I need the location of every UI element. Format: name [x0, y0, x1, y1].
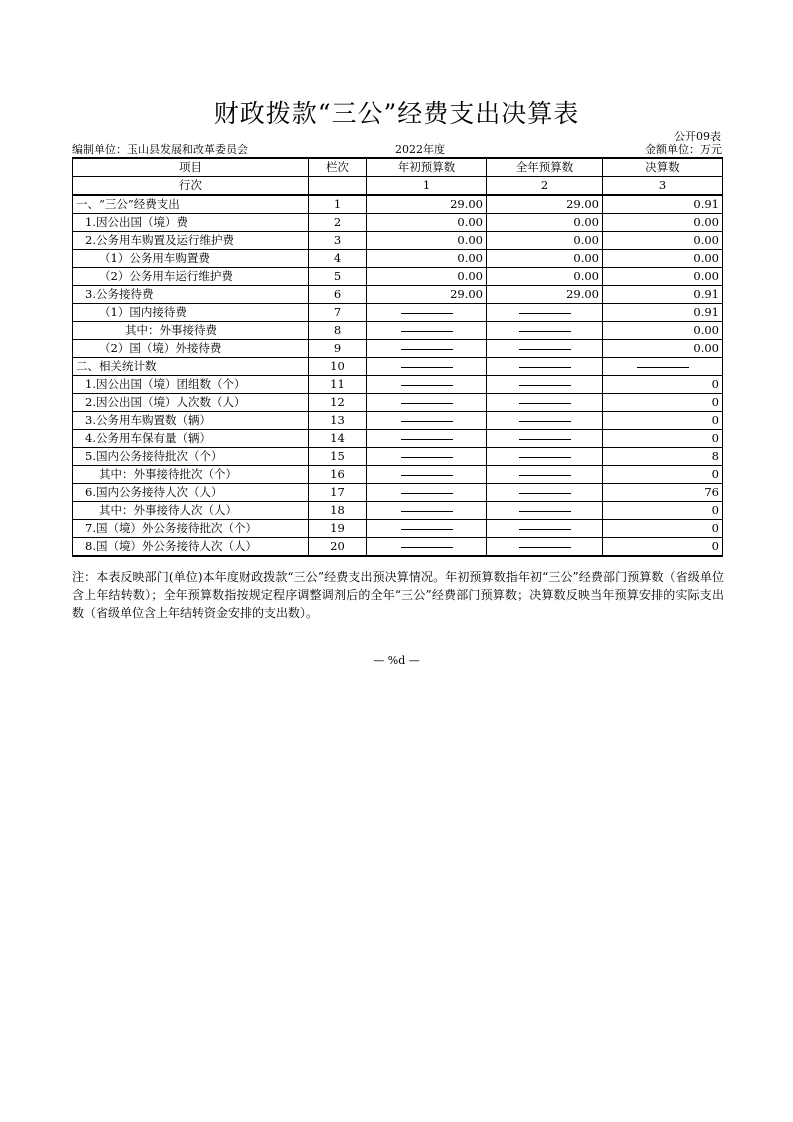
dash-line [401, 367, 453, 368]
row-budget-full-na [487, 340, 603, 358]
expense-table [72, 157, 723, 557]
row-budget-full-na [487, 502, 603, 520]
row-budget-start-na [367, 430, 487, 448]
dash-line [519, 421, 571, 422]
row-final: 0.00 [603, 322, 723, 340]
row-item: 4.公务用车保有量（辆） [73, 430, 309, 448]
row-item: 二、相关统计数 [73, 358, 309, 376]
row-item: 1.因公出国（境）费 [73, 214, 309, 232]
row-budget-full: 0.00 [487, 268, 603, 286]
dash-line [401, 493, 453, 494]
header-row [73, 158, 723, 177]
row-lane: 20 [309, 538, 367, 557]
table-row [73, 502, 723, 520]
dash-line [519, 385, 571, 386]
row-item: 6.国内公务接待人次（人） [73, 484, 309, 502]
row-lane: 6 [309, 286, 367, 304]
row-budget-full-na [487, 466, 603, 484]
row-lane: 4 [309, 250, 367, 268]
row-lane: 5 [309, 268, 367, 286]
row-budget-start: 0.00 [367, 232, 487, 250]
row-final: 0.00 [603, 340, 723, 358]
dash-line [401, 385, 453, 386]
row-budget-start-na [367, 538, 487, 557]
row-budget-full-na [487, 358, 603, 376]
table-row [73, 538, 723, 557]
row-final: 0 [603, 466, 723, 484]
row-lane: 1 [309, 195, 367, 214]
header-budget-start: 年初预算数 [367, 158, 487, 177]
row-item: 2.因公出国（境）人次数（人） [73, 394, 309, 412]
dash-line [519, 475, 571, 476]
dash-line [401, 403, 453, 404]
row-item: 其中：外事接待费 [73, 322, 309, 340]
row-final: 0 [603, 520, 723, 538]
row-item: 5.国内公务接待批次（个） [73, 448, 309, 466]
dash-line [401, 457, 453, 458]
row-budget-start-na [367, 448, 487, 466]
dash-line [519, 331, 571, 332]
page-number: — %d — [373, 654, 420, 667]
row-lane: 9 [309, 340, 367, 358]
row-final: 0 [603, 538, 723, 557]
row-item: （1）公务用车购置费 [73, 250, 309, 268]
row-budget-start-na [367, 304, 487, 322]
dash-line [401, 313, 453, 314]
table-row [73, 484, 723, 502]
header-final: 决算数 [603, 158, 723, 177]
row-budget-full: 29.00 [487, 195, 603, 214]
row-lane: 13 [309, 412, 367, 430]
row-budget-full: 0.00 [487, 214, 603, 232]
row-final: 0.00 [603, 214, 723, 232]
row-budget-full: 0.00 [487, 250, 603, 268]
row-final: 0.91 [603, 304, 723, 322]
dash-line [637, 367, 689, 368]
row-item: （2）公务用车运行维护费 [73, 268, 309, 286]
row-item: 2.公务用车购置及运行维护费 [73, 232, 309, 250]
row-item: （1）国内接待费 [73, 304, 309, 322]
row-final: 76 [603, 484, 723, 502]
row-budget-start-na [367, 340, 487, 358]
row-budget-start-na [367, 376, 487, 394]
row-final: 8 [603, 448, 723, 466]
row-budget-start-na [367, 394, 487, 412]
row-budget-start-na [367, 322, 487, 340]
row-budget-full-na [487, 304, 603, 322]
row-budget-full-na [487, 322, 603, 340]
row-budget-start: 0.00 [367, 250, 487, 268]
row-lane: 17 [309, 484, 367, 502]
dash-line [401, 475, 453, 476]
table-row [73, 286, 723, 304]
row-lane: 19 [309, 520, 367, 538]
row-final: 0 [603, 502, 723, 520]
row-final: 0.00 [603, 250, 723, 268]
row-lane: 16 [309, 466, 367, 484]
table-row [73, 430, 723, 448]
row-budget-full-na [487, 448, 603, 466]
row-final: 0 [603, 430, 723, 448]
dash-line [519, 547, 571, 548]
row-budget-full-na [487, 412, 603, 430]
row-item: 7.国（境）外公务接待批次（个） [73, 520, 309, 538]
row-lane: 7 [309, 304, 367, 322]
row-lane: 2 [309, 214, 367, 232]
header-lane: 栏次 [309, 158, 367, 177]
row-index-row [73, 177, 723, 196]
row-lane: 10 [309, 358, 367, 376]
row-item: 8.国（境）外公务接待人次（人） [73, 538, 309, 557]
row-budget-start-na [367, 358, 487, 376]
row-budget-full-na [487, 376, 603, 394]
table-row [73, 214, 723, 232]
row-item: 一、“三公”经费支出 [73, 195, 309, 214]
row-item: （2）国（境）外接待费 [73, 340, 309, 358]
header-budget-full: 全年预算数 [487, 158, 603, 177]
row-lane: 14 [309, 430, 367, 448]
table-row [73, 376, 723, 394]
row-lane: 15 [309, 448, 367, 466]
row-lane: 12 [309, 394, 367, 412]
dash-line [519, 457, 571, 458]
row-final: 0 [603, 376, 723, 394]
row-index-empty [309, 177, 367, 196]
meta-line [72, 143, 722, 157]
table-row [73, 412, 723, 430]
row-budget-start-na [367, 466, 487, 484]
row-budget-start-na [367, 412, 487, 430]
row-lane: 3 [309, 232, 367, 250]
dash-line [401, 349, 453, 350]
row-final: 0.91 [603, 195, 723, 214]
row-item: 3.公务用车购置数（辆） [73, 412, 309, 430]
table-row [73, 232, 723, 250]
dash-line [401, 421, 453, 422]
dash-line [519, 529, 571, 530]
row-budget-full: 29.00 [487, 286, 603, 304]
table-row [73, 304, 723, 322]
row-item: 1.因公出国（境）团组数（个） [73, 376, 309, 394]
table-row [73, 520, 723, 538]
fiscal-year: 2022年度 [395, 143, 445, 156]
row-index-label: 行次 [73, 177, 309, 196]
dash-line [519, 511, 571, 512]
table-row [73, 268, 723, 286]
dash-line [519, 367, 571, 368]
table-row [73, 448, 723, 466]
row-item: 其中：外事接待人次（人） [73, 502, 309, 520]
table-row [73, 340, 723, 358]
row-budget-full-na [487, 520, 603, 538]
footnote: 注：本表反映部门(单位)本年度财政拨款“三公”经费支出预决算情况。年初预算数指年初“三公”经费部门预算数（省级单位含上年结转数）；全年预算数指按规定程序调整调剂后的全年“三公”经费部门预算数；决算数反映当年预算安排的实际支出数（省级单位含上年结转资金安排的支出数）。 [72, 570, 724, 620]
header-item: 项目 [73, 158, 309, 177]
row-budget-full-na [487, 394, 603, 412]
row-lane: 8 [309, 322, 367, 340]
row-budget-full-na [487, 484, 603, 502]
row-budget-start: 0.00 [367, 214, 487, 232]
row-budget-start: 29.00 [367, 286, 487, 304]
table-row [73, 466, 723, 484]
row-budget-start: 0.00 [367, 268, 487, 286]
row-lane: 11 [309, 376, 367, 394]
dash-line [401, 529, 453, 530]
row-final: 0.00 [603, 268, 723, 286]
dash-line [401, 511, 453, 512]
row-budget-full: 0.00 [487, 232, 603, 250]
row-final: 0.91 [603, 286, 723, 304]
row-final: 0 [603, 394, 723, 412]
row-budget-full-na [487, 538, 603, 557]
dash-line [401, 439, 453, 440]
row-final: 0.00 [603, 232, 723, 250]
amount-unit: 金额单位：万元 [645, 143, 722, 156]
row-lane: 18 [309, 502, 367, 520]
row-index-col2: 2 [487, 177, 603, 196]
form-number: 公开09表 [674, 130, 721, 143]
row-item: 3.公务接待费 [73, 286, 309, 304]
row-index-col1: 1 [367, 177, 487, 196]
row-budget-full-na [487, 430, 603, 448]
table-row [73, 358, 723, 376]
dash-line [519, 493, 571, 494]
row-final-na [603, 358, 723, 376]
row-final: 0 [603, 412, 723, 430]
table-row [73, 322, 723, 340]
row-budget-start-na [367, 502, 487, 520]
row-budget-start-na [367, 484, 487, 502]
table-row [73, 394, 723, 412]
dash-line [401, 547, 453, 548]
dash-line [519, 313, 571, 314]
compiling-unit: 编制单位：玉山县发展和改革委员会 [72, 143, 248, 156]
table-row [73, 195, 723, 214]
row-budget-start-na [367, 520, 487, 538]
dash-line [401, 331, 453, 332]
row-budget-start: 29.00 [367, 195, 487, 214]
row-index-col3: 3 [603, 177, 723, 196]
table-row [73, 250, 723, 268]
dash-line [519, 349, 571, 350]
dash-line [519, 439, 571, 440]
dash-line [519, 403, 571, 404]
row-item: 其中：外事接待批次（个） [73, 466, 309, 484]
page-title: 财政拨款“三公”经费支出决算表 [213, 99, 580, 128]
